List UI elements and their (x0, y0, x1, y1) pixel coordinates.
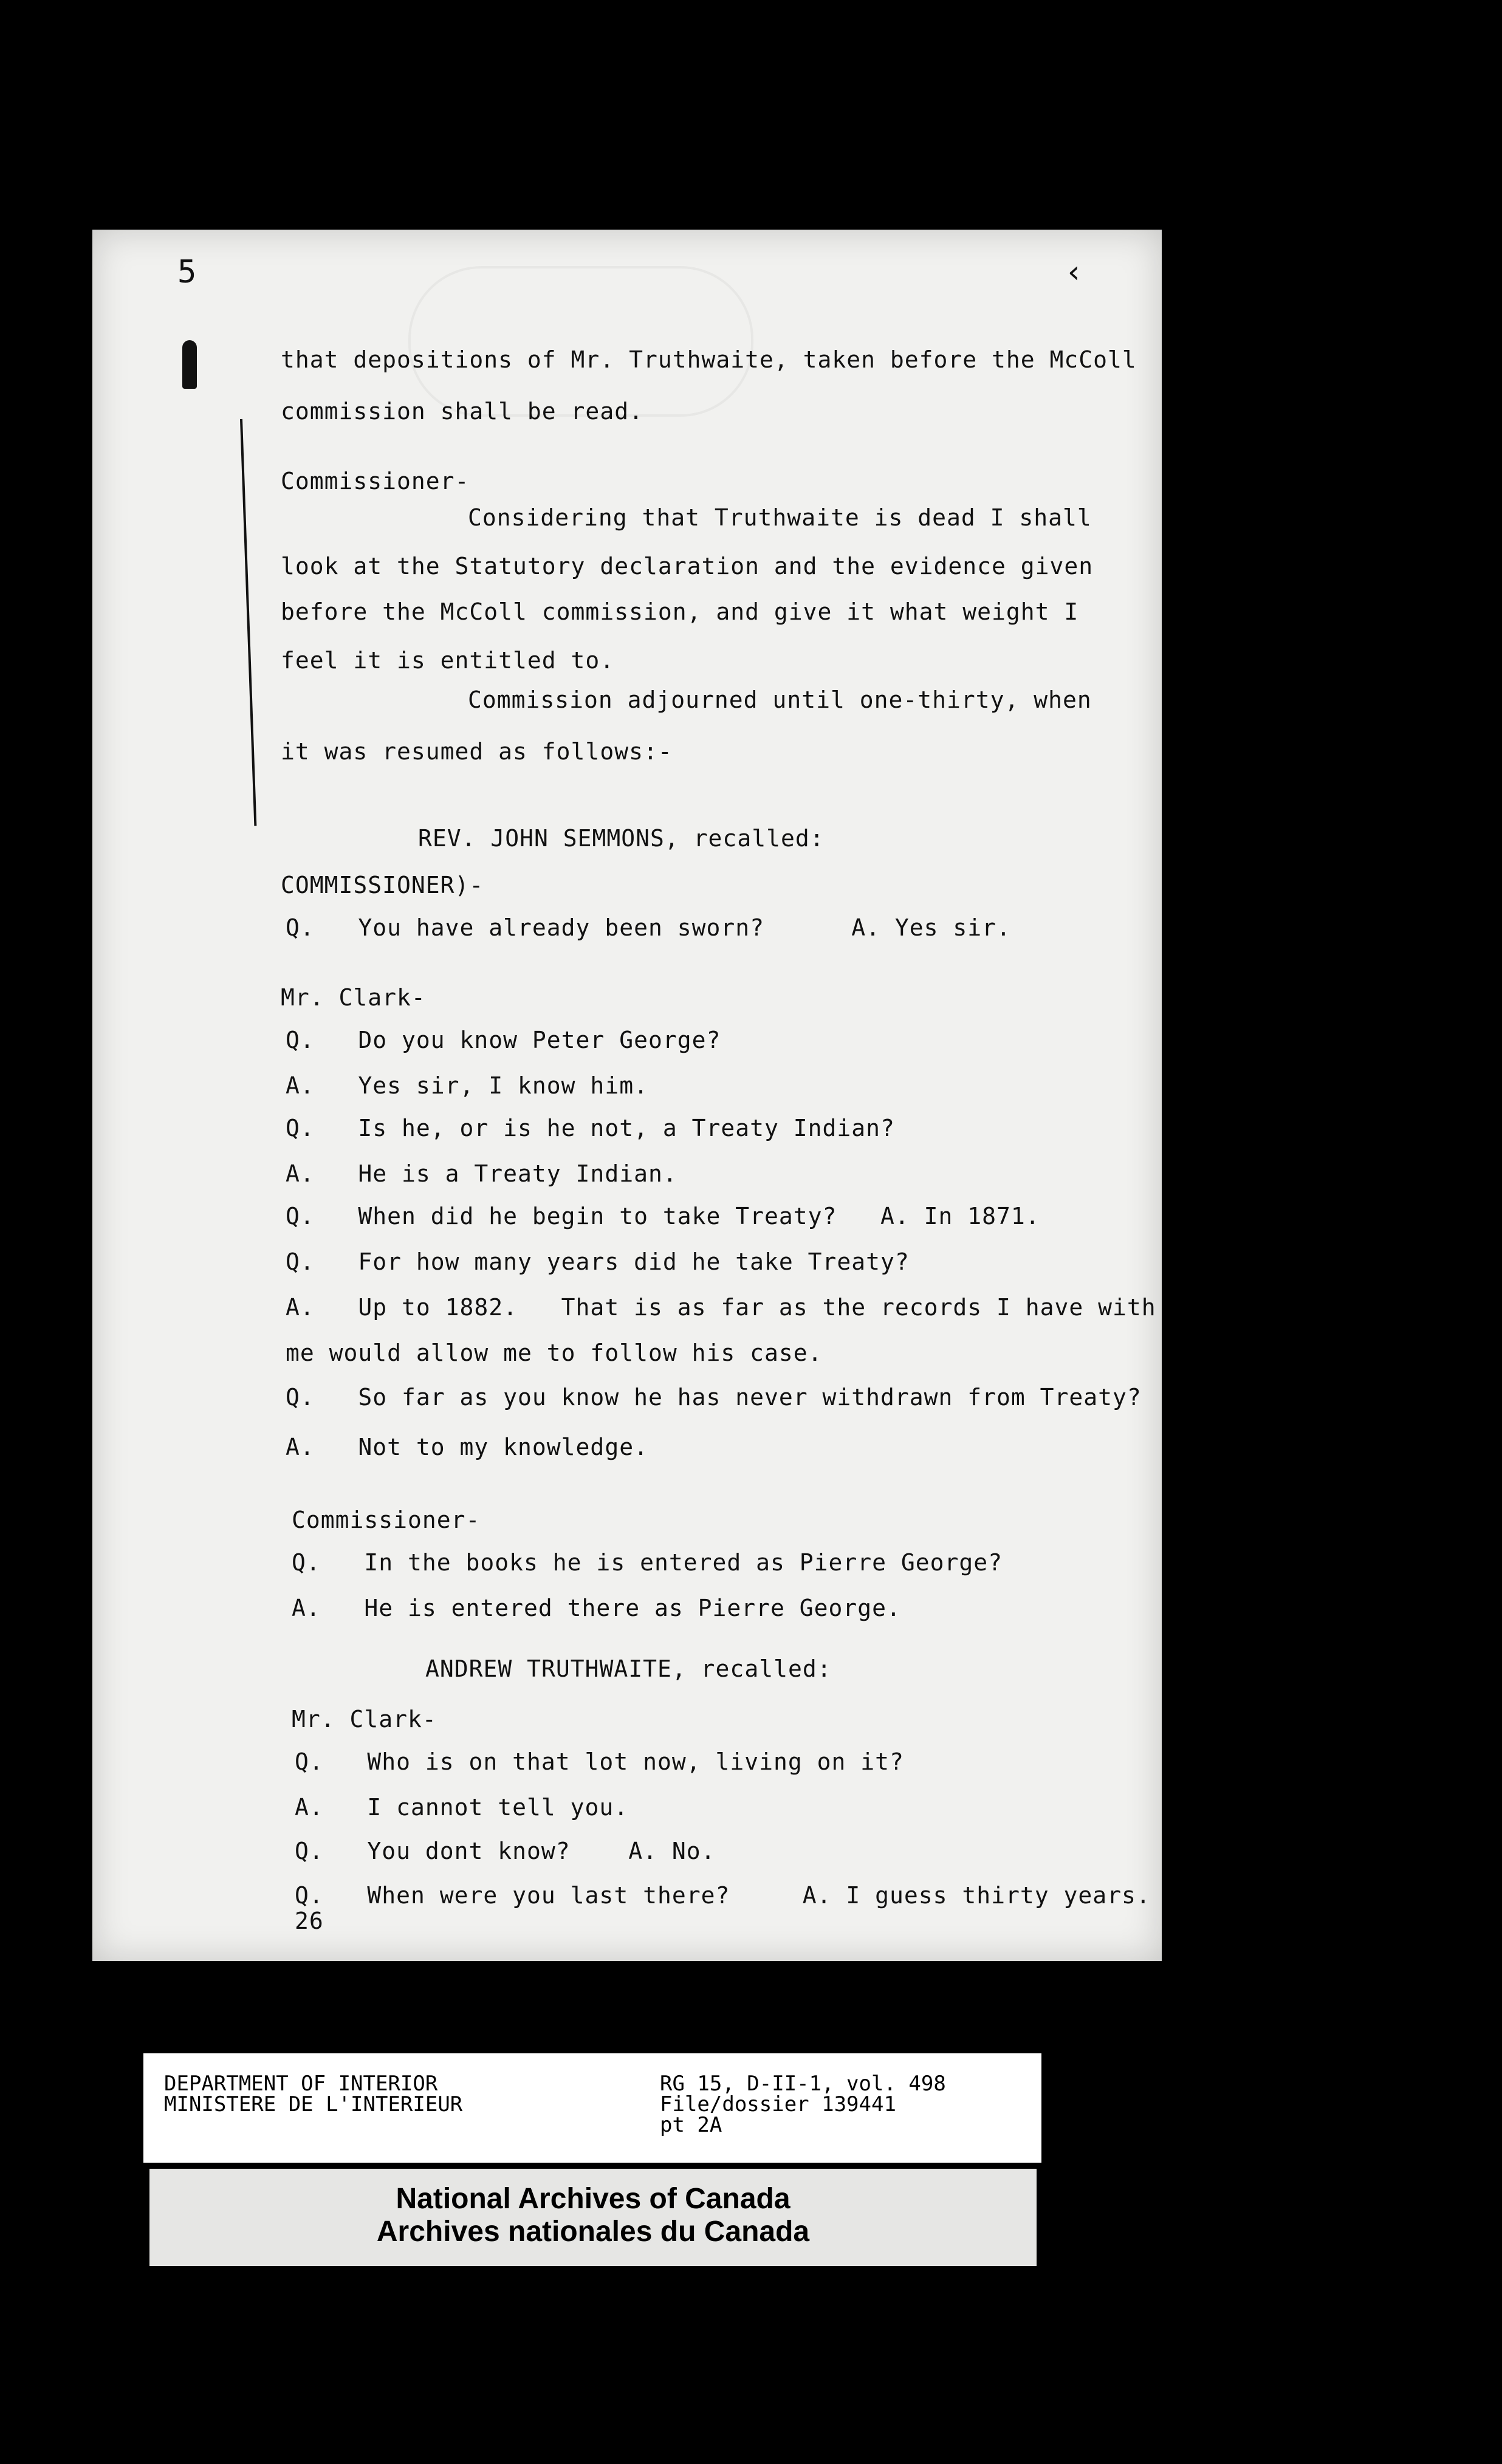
speaker-commissioner-2: COMMISSIONER)- (281, 872, 484, 898)
qa-line-7: Q. For how many years did he take Treaty? (286, 1248, 910, 1275)
page-corner-mark-right: ‹ (1065, 254, 1084, 290)
speaker-clark-2: Mr. Clark- (292, 1706, 437, 1733)
page-number: 26 (295, 1908, 324, 1934)
department-name-fr: MINISTERE DE L'INTERIEUR (164, 2092, 463, 2117)
text-line-8: Commission adjourned until one-thirty, when (468, 686, 1092, 713)
text-line-7: feel it is entitled to. (281, 647, 615, 674)
record-group-reference: RG 15, D-II-1, vol. 498 (660, 2072, 946, 2096)
qa-line-3: A. Yes sir, I know him. (286, 1072, 648, 1099)
part-number: pt 2A (660, 2113, 722, 2137)
speaker-clark-1: Mr. Clark- (281, 984, 426, 1011)
department-name-en: DEPARTMENT OF INTERIOR (164, 2072, 438, 2096)
speaker-commissioner-3: Commissioner- (292, 1507, 481, 1533)
archive-reference-label (143, 2053, 1041, 2163)
text-line-5: look at the Statutory declaration and the evidence given (281, 553, 1094, 580)
qa-line-2: Q. Do you know Peter George? (286, 1027, 721, 1053)
text-line-2: commission shall be read. (281, 398, 643, 425)
witness-heading-truthwaite: ANDREW TRUTHWAITE, recalled: (425, 1655, 832, 1682)
qa-line-10: Q. So far as you know he has never withdrawn from Treaty? (286, 1384, 1142, 1411)
qa-line-8: A. Up to 1882. That is as far as the records I have with (286, 1294, 1156, 1321)
file-dossier-number: File/dossier 139441 (660, 2092, 896, 2117)
qa-line-11: A. Not to my knowledge. (286, 1434, 648, 1460)
text-line-9: it was resumed as follows:- (281, 738, 673, 765)
qa-line-15: A. I cannot tell you. (295, 1794, 629, 1821)
qa-line-13: A. He is entered there as Pierre George. (292, 1595, 901, 1621)
qa-line-14: Q. Who is on that lot now, living on it? (295, 1748, 904, 1775)
qa-line-9: me would allow me to follow his case. (286, 1340, 823, 1366)
witness-heading-semmons: REV. JOHN SEMMONS, recalled: (418, 825, 825, 852)
text-line-1: that depositions of Mr. Truthwaite, taken before the McColl (281, 346, 1137, 373)
speaker-commissioner-1: Commissioner- (281, 468, 470, 495)
text-line-6: before the McColl commission, and give it what weight I (281, 598, 1079, 625)
qa-line-16: Q. You dont know? A. No. (295, 1838, 716, 1864)
qa-line-5: A. He is a Treaty Indian. (286, 1160, 677, 1187)
qa-line-12: Q. In the books he is entered as Pierre George? (292, 1549, 1003, 1576)
archives-name-en: National Archives of Canada (396, 2183, 790, 2215)
page-corner-mark-left: 5 (177, 254, 197, 290)
archives-name-fr: Archives nationales du Canada (376, 2216, 810, 2248)
binding-hole-mark (182, 340, 197, 389)
text-line-4: Considering that Truthwaite is dead I shall (468, 504, 1092, 531)
qa-line-4: Q. Is he, or is he not, a Treaty Indian? (286, 1115, 895, 1141)
qa-line-1: Q. You have already been sworn? A. Yes sir. (286, 914, 1011, 941)
qa-line-6: Q. When did he begin to take Treaty? A. In 1871. (286, 1203, 1040, 1230)
archives-banner (149, 2169, 1037, 2266)
qa-line-17: Q. When were you last there? A. I guess thirty years. (295, 1882, 1151, 1909)
